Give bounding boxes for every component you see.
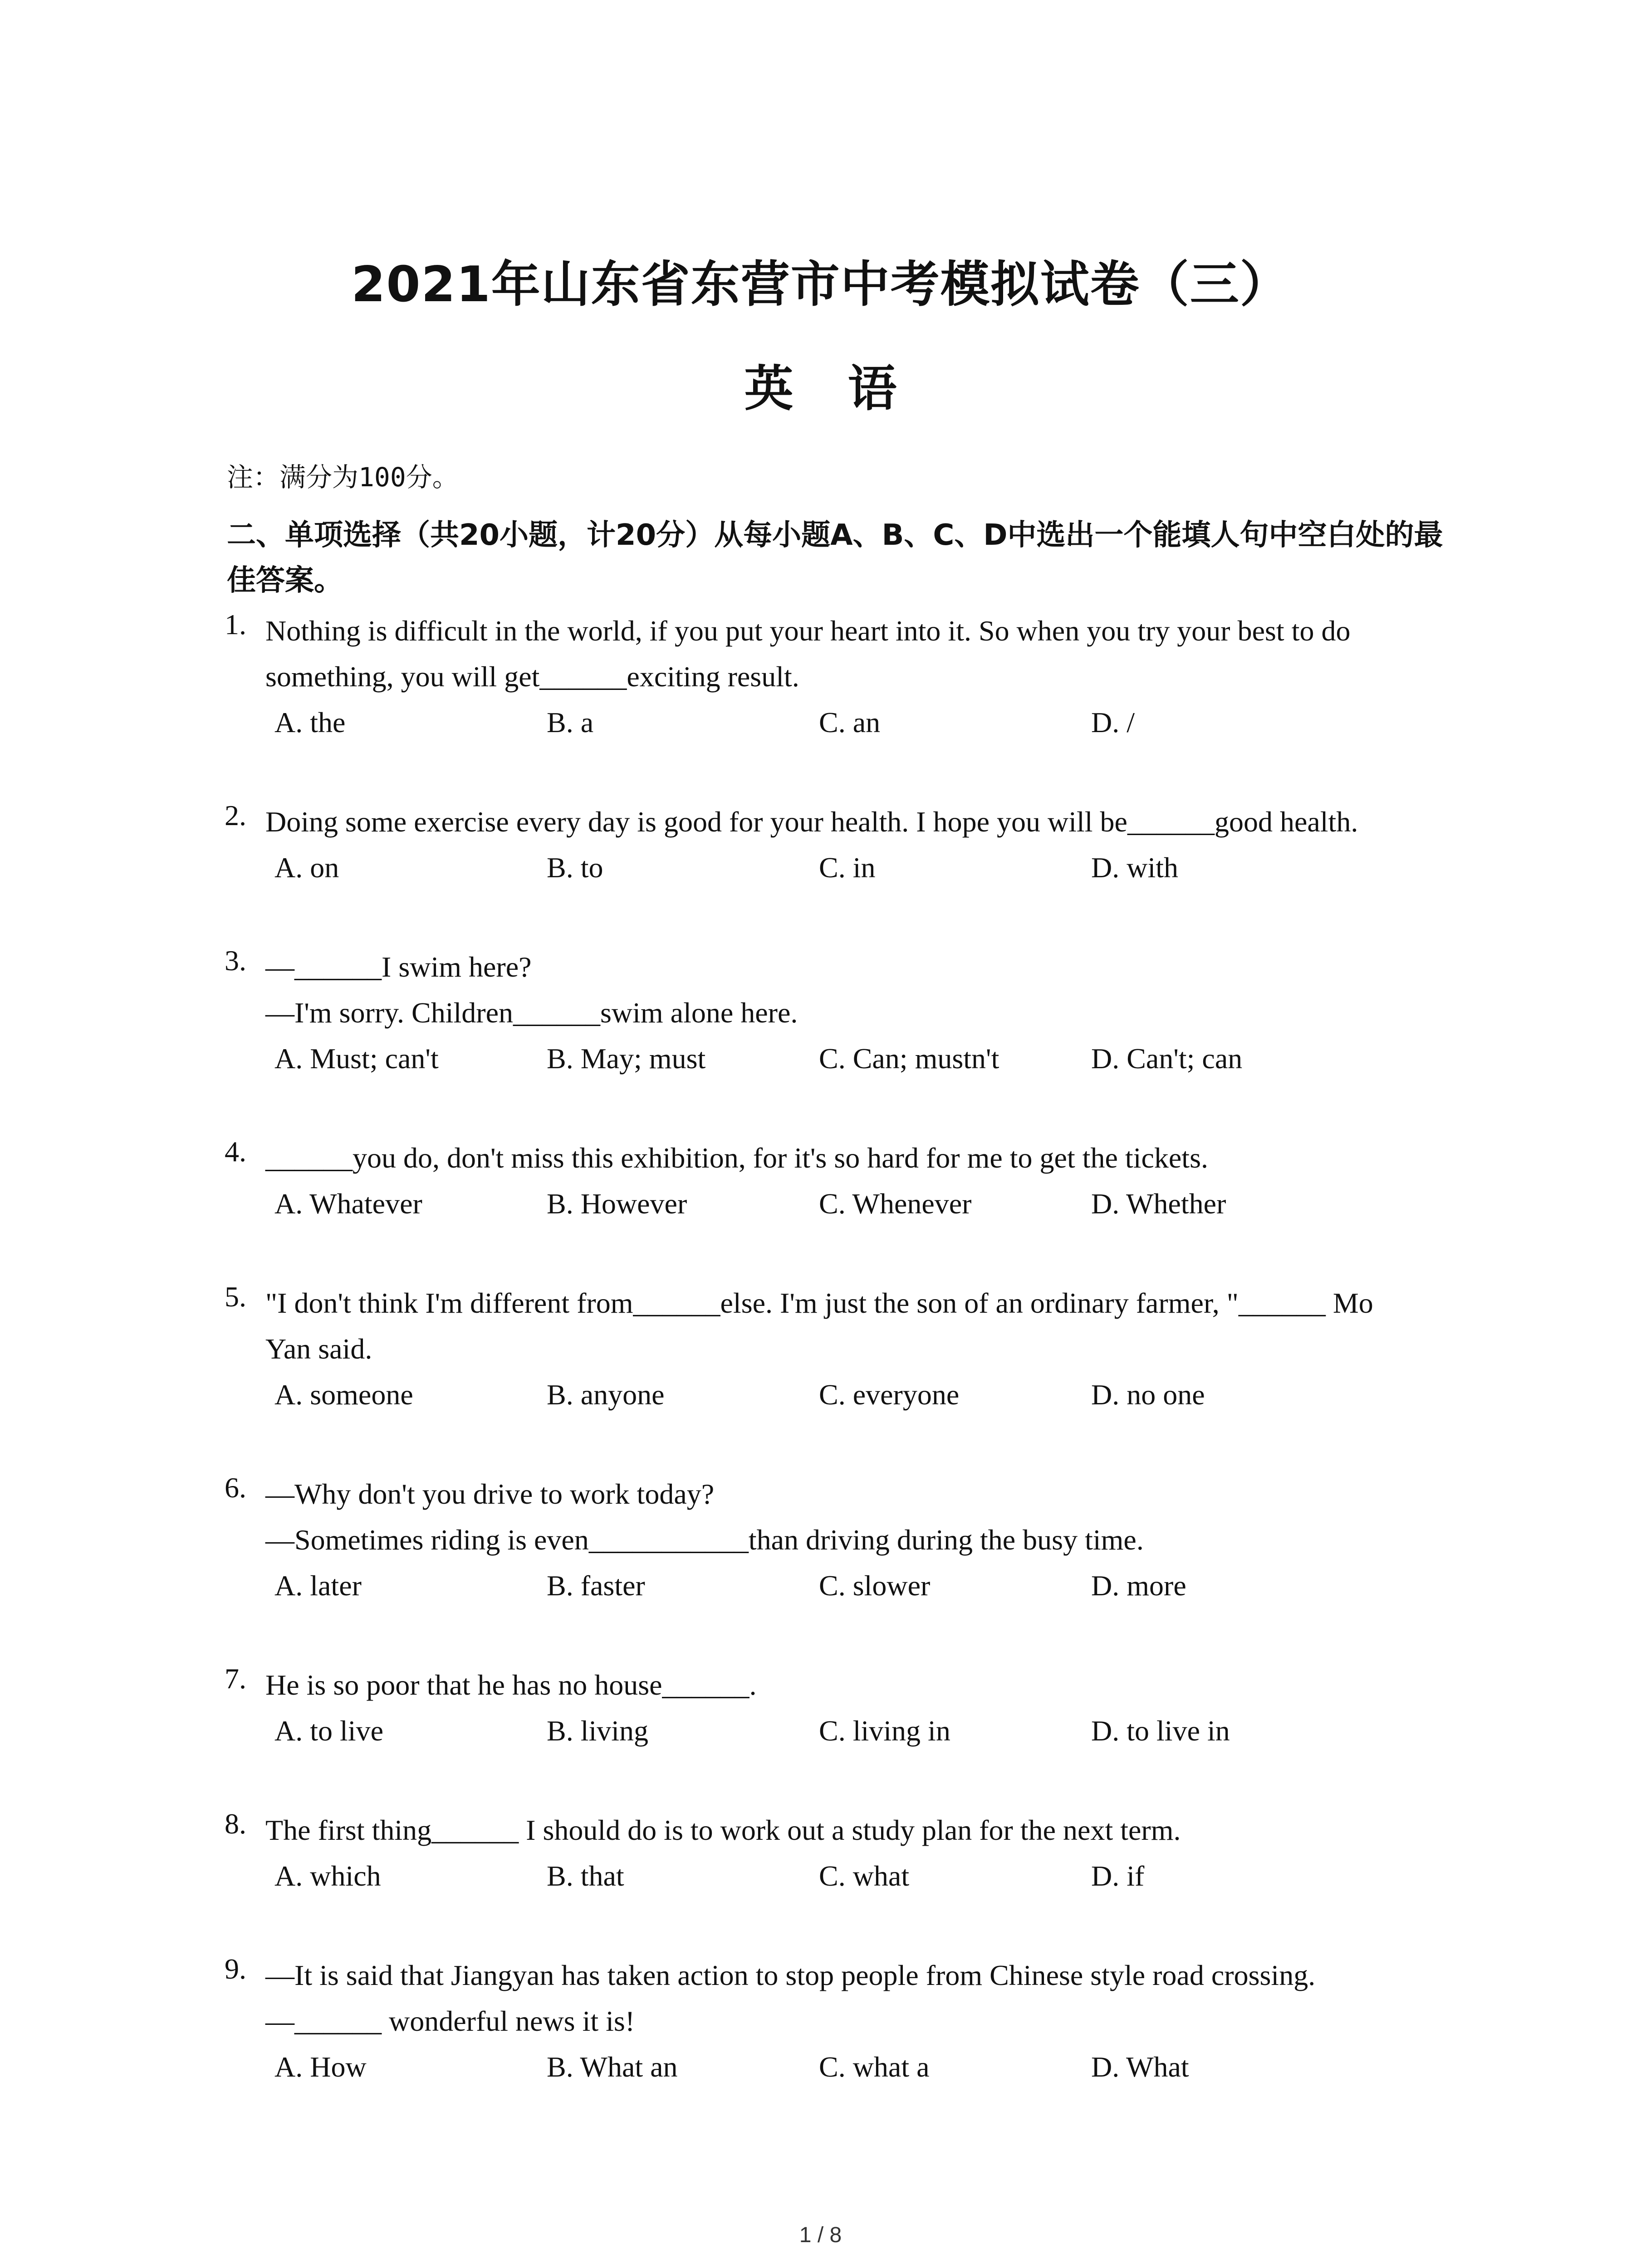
question-item	[225, 1807, 1477, 1899]
answer-option-c: C. living in	[819, 1715, 950, 1747]
question-text-line: He is so poor that he has no house______.	[265, 1669, 757, 1701]
answer-option-d: D. no one	[1091, 1378, 1205, 1411]
answer-option-a: A. Must; can't	[274, 1042, 439, 1075]
question-text-line: —I'm sorry. Children______swim alone here.	[265, 997, 798, 1029]
answer-option-b: B. anyone	[547, 1378, 665, 1411]
question-number: 3.	[225, 944, 246, 977]
answer-option-a: A. the	[274, 706, 346, 738]
answer-options	[265, 1563, 1477, 1608]
answer-option-c: C. what a	[819, 2051, 930, 2083]
answer-options	[265, 699, 1477, 745]
question-number: 9.	[225, 1953, 246, 1985]
question-number: 5.	[225, 1281, 246, 1313]
question-text-line: —Sometimes riding is even___________than driving during the busy time.	[265, 1524, 1144, 1556]
answer-options	[265, 1372, 1477, 1418]
answer-option-a: A. which	[274, 1860, 381, 1892]
answer-option-b: B. living	[547, 1715, 649, 1747]
document-title: 2021年山东省东营市中考模拟试卷（三）	[351, 256, 1290, 313]
question-item	[225, 1952, 1477, 2090]
answer-option-d: D. with	[1091, 851, 1178, 884]
answer-option-b: B. What an	[547, 2051, 678, 2083]
answer-option-d: D. What	[1091, 2051, 1189, 2083]
answer-option-d: D. Can't; can	[1091, 1042, 1243, 1075]
answer-option-a: A. to live	[274, 1715, 383, 1747]
score-note: 注：满分为100分。	[227, 462, 459, 493]
question-text-line: Doing some exercise every day is good for your health. I hope you will be______good health.	[265, 806, 1358, 838]
question-text-line: ______you do, don't miss this exhibition, for it's so hard for me to get the tickets.	[265, 1142, 1208, 1174]
question-text-line: Nothing is difficult in the world, if you put your heart into it. So when you try your best to do	[265, 615, 1351, 647]
question-text-line: Yan said.	[265, 1333, 372, 1365]
answer-option-c: C. an	[819, 706, 881, 738]
answer-option-b: B. that	[547, 1860, 624, 1892]
answer-option-a: A. on	[274, 851, 339, 884]
answer-option-c: C. slower	[819, 1569, 931, 1602]
question-text-line: "I don't think I'm different from______else. I'm just the son of an ordinary farmer, "______ Mo	[265, 1287, 1373, 1319]
answer-option-c: C. Can; mustn't	[819, 1042, 999, 1075]
answer-option-d: D. more	[1091, 1569, 1186, 1602]
question-text-line: —Why don't you drive to work today?	[265, 1478, 715, 1510]
question-item	[225, 1662, 1477, 1754]
question-item	[225, 944, 1477, 1081]
question-item	[225, 1135, 1477, 1227]
answer-option-b: B. a	[547, 706, 594, 738]
question-text-line: something, you will get______exciting result.	[265, 660, 799, 693]
answer-option-a: A. Whatever	[274, 1188, 422, 1220]
question-number: 8.	[225, 1808, 246, 1840]
question-number: 2.	[225, 799, 246, 831]
answer-options	[265, 1708, 1477, 1754]
answer-option-c: C. Whenever	[819, 1188, 972, 1220]
question-item	[225, 608, 1477, 745]
question-item	[225, 1471, 1477, 1608]
answer-options	[265, 845, 1477, 890]
answer-option-c: C. everyone	[819, 1378, 960, 1411]
question-text-line: The first thing______ I should do is to work out a study plan for the next term.	[265, 1814, 1181, 1846]
question-item	[225, 799, 1477, 890]
answer-options	[265, 1853, 1477, 1899]
answer-option-b: B. However	[547, 1188, 687, 1220]
answer-option-a: A. later	[274, 1569, 362, 1602]
section-heading: 二、单项选择（共20小题，计20分）从每小题A、B、C、D中选出一个能填人句中空白处的最佳答案。	[227, 518, 1443, 597]
answer-option-c: C. in	[819, 851, 876, 884]
answer-option-b: B. May; must	[547, 1042, 706, 1075]
answer-option-a: A. How	[274, 2051, 367, 2083]
question-item	[225, 1280, 1477, 1418]
question-text-line: —______ wonderful news it is!	[265, 2005, 635, 2037]
question-number: 4.	[225, 1135, 246, 1168]
answer-options	[265, 1036, 1477, 1081]
answer-option-d: D. Whether	[1091, 1188, 1226, 1220]
page-number: 1 / 8	[799, 2223, 842, 2247]
answer-options	[265, 1181, 1477, 1227]
answer-options	[265, 2044, 1477, 2090]
answer-option-b: B. to	[547, 851, 603, 884]
question-text-line: —______I swim here?	[265, 951, 532, 983]
document-subtitle: 英语	[744, 361, 951, 417]
answer-option-d: D. /	[1091, 706, 1135, 738]
question-list	[225, 608, 1477, 2143]
answer-option-b: B. faster	[547, 1569, 645, 1602]
answer-option-d: D. if	[1091, 1860, 1145, 1892]
question-text-line: —It is said that Jiangyan has taken action to stop people from Chinese style road crossing.	[265, 1959, 1316, 1991]
answer-option-c: C. what	[819, 1860, 910, 1892]
question-number: 7.	[225, 1662, 246, 1695]
answer-option-d: D. to live in	[1091, 1715, 1230, 1747]
question-number: 1.	[225, 608, 246, 640]
answer-option-a: A. someone	[274, 1378, 413, 1411]
question-number: 6.	[225, 1471, 246, 1504]
